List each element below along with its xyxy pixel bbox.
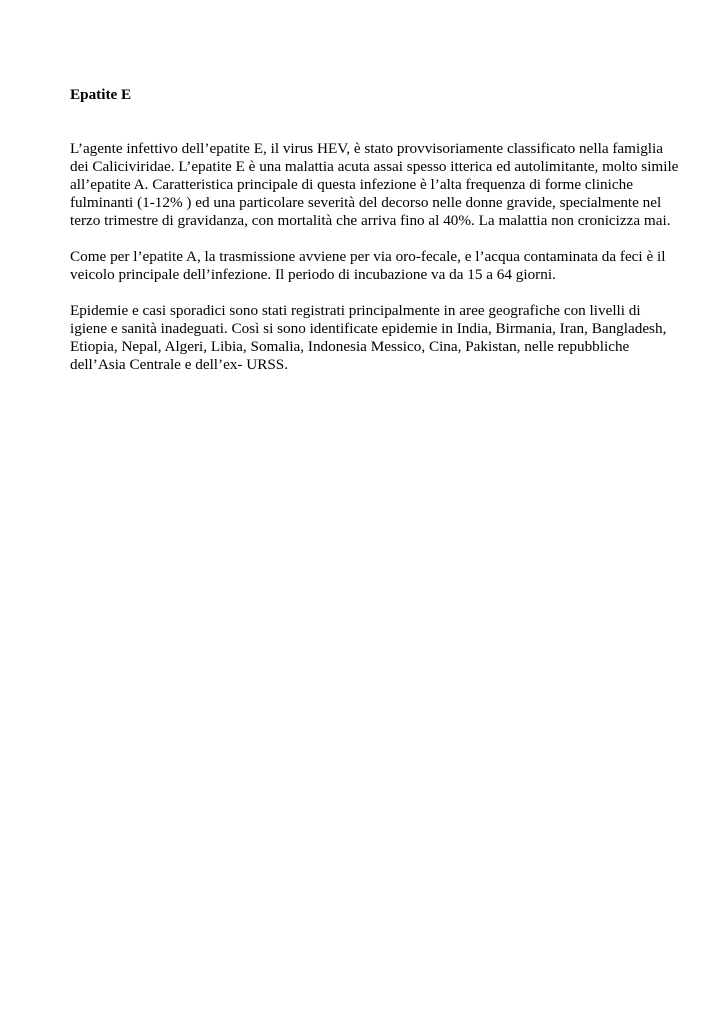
- paragraph-line: terzo trimestre di gravidanza, con mortalità che arriva fino al 40%. La malattia non cronicizza mai.: [70, 212, 671, 229]
- paragraph-line: all’epatite A. Caratteristica principale di questa infezione è l’alta frequenza di forme cliniche: [70, 176, 633, 193]
- paragraph-line: Etiopia, Nepal, Algeri, Libia, Somalia, Indonesia Messico, Cina, Pakistan, nelle repubbliche: [70, 338, 630, 355]
- paragraph-line: igiene e sanità inadeguati. Così si sono identificate epidemie in India, Birmania, Iran, Bangladesh,: [70, 320, 667, 337]
- paragraph-line: dei Caliciviridae. L’epatite E è una malattia acuta assai spesso itterica ed autolimitante, molto simile: [70, 158, 679, 175]
- document-body: [70, 86, 679, 392]
- document-title: Epatite E: [70, 86, 132, 103]
- paragraph-epidemiology: [70, 302, 670, 374]
- paragraph-line: Epidemie e casi sporadici sono stati registrati principalmente in aree geografiche con livelli di: [70, 302, 641, 319]
- paragraph-agent-description: [70, 140, 679, 230]
- paragraph-line: veicolo principale dell’infezione. Il periodo di incubazione va da 15 a 64 giorni.: [70, 266, 556, 283]
- paragraph-line: L’agente infettivo dell’epatite E, il virus HEV, è stato provvisoriamente classificato nella famiglia: [70, 140, 663, 157]
- paragraph-line: fulminanti (1-12% ) ed una particolare severità del decorso nelle donne gravide, specialmente nel: [70, 194, 662, 211]
- paragraph-transmission: [70, 248, 670, 284]
- paragraph-line: dell’Asia Centrale e dell’ex- URSS.: [70, 356, 289, 373]
- paragraph-line: Come per l’epatite A, la trasmissione avviene per via oro-fecale, e l’acqua contaminata da feci è il: [70, 248, 666, 265]
